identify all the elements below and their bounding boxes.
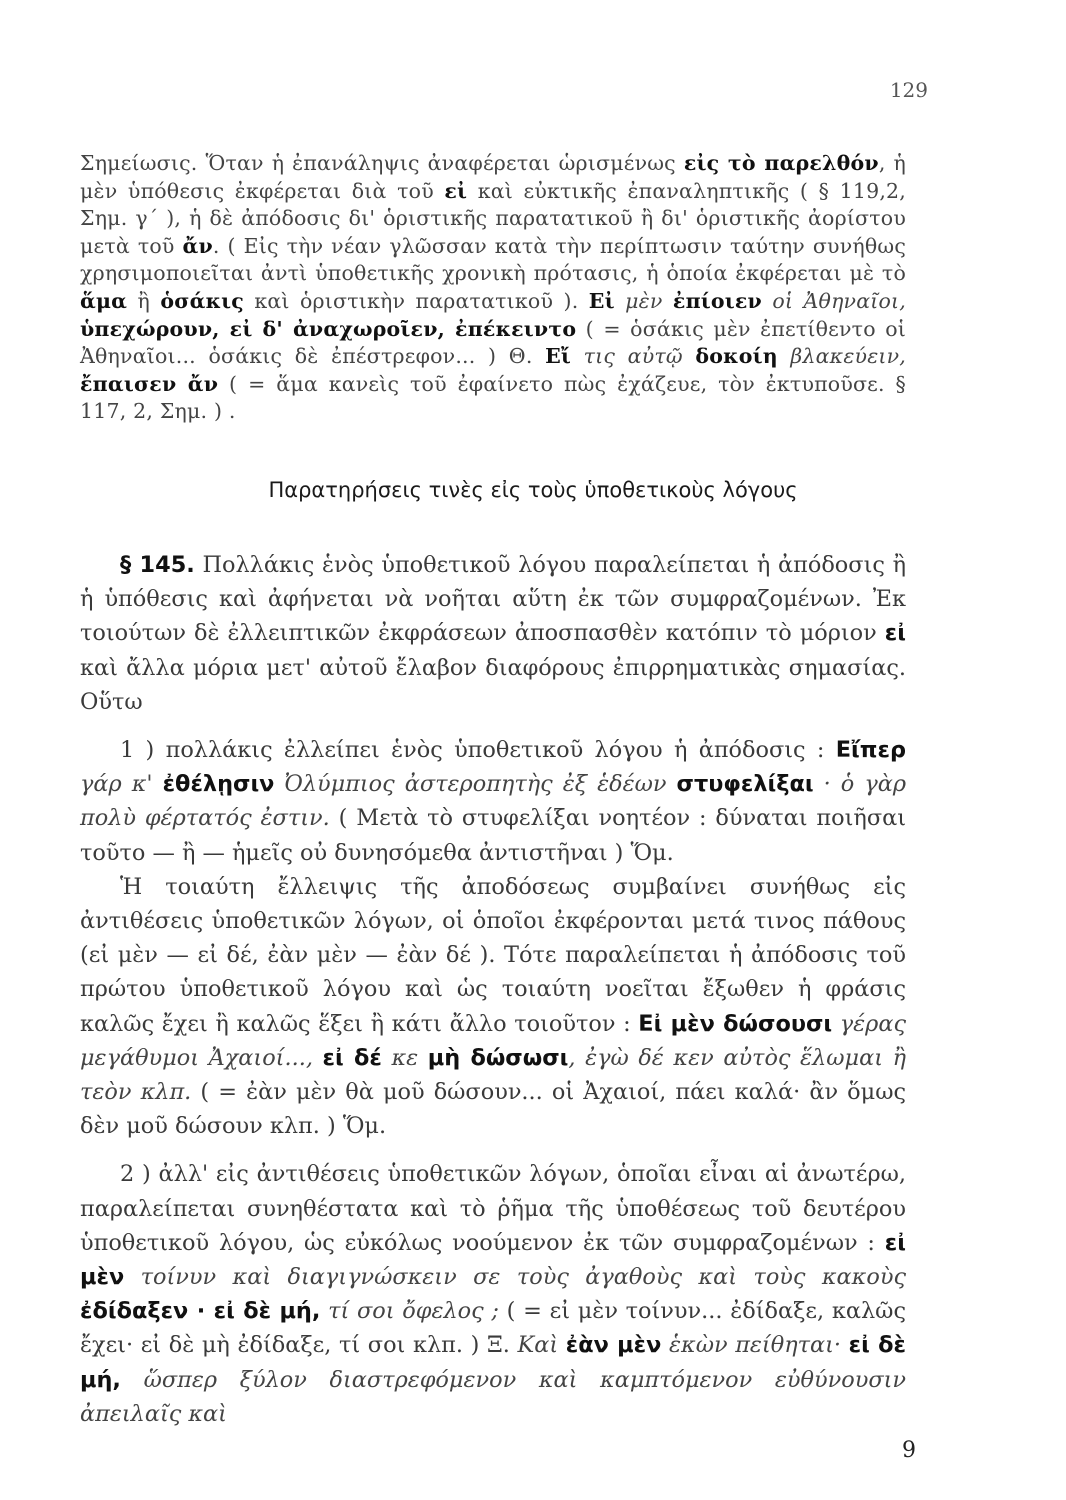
note-label: Σημείωσις. (80, 151, 206, 175)
paragraph-1-continued: Ἡ τοιαύτη ἔλλειψις τῆς ἀποδόσεως συμβαίνει συνήθως εἰς ἀντιθέσεις ὑποθετικῶν λόγων, οἱ ὁποῖοι ἐκφέρονται μετά τινος πάθους (εἰ μὲν — εἰ δέ, ἐὰν μὲν — ἐὰν δέ ). Τότε παραλείπεται ἡ ἀπόδοσις τοῦ πρώτου ὑποθετικοῦ λόγου καὶ ὡς τοιαύτη νοεῖται ἔξωθεν ἡ φράσις καλῶς ἔχει ἢ καλῶς ἕξει ἢ κάτι ἄλλο τοιοῦτον : Εἰ μὲν δώσουσι γέρας μεγάθυμοι Ἀχαιοί..., εἰ δέ κε μὴ δώσωσι, ἐγὼ δέ κεν αὐτὸς ἕλωμαι ἢ τεὸν κλπ. ( = ἐὰν μὲν θὰ μοῦ δώσουν... οἱ Ἀχαιοί, πάει καλά· ἂν ὅμως δὲν μοῦ δώσουν κλπ. ) Ὅμ. (80, 873, 907, 1140)
section-number: § 145. (120, 552, 195, 578)
page-number: 129 (889, 78, 928, 102)
section-heading: Παρατηρήσεις τινὲς εἰς τοὺς ὑποθετικοὺς λόγους (268, 478, 798, 502)
section-intro: § 145. Πολλάκις ἑνὸς ὑποθετικοῦ λόγου παραλείπεται ἡ ἀπόδοσις ἢ ἡ ὑπόθεσις καὶ ἀφήνεται νὰ νοῆται αὕτη ἐκ τῶν συμφραζομένων. Ἐκ τοιούτων δὲ ἐλλειπτικῶν ἐκφράσεων ἀποσπασθὲν κατόπιν τὸ μόριον εἰ καὶ ἄλλα μόρια μετ' αὐτοῦ ἔλαβον διαφόρους ἐπιρρηματικὰς σημασίας. Οὕτω (80, 552, 906, 715)
note-paragraph: Σημείωσις. Ὅταν ἡ ἐπανάληψις ἀναφέρεται ὡρισμένως εἰς τὸ παρελθόν, ἡ μὲν ὑπόθεσις ἐκφέρεται διὰ τοῦ εἰ καὶ εὐκτικῆς ἐπαναληπτικῆς ( § 119,2, Σημ. γ΄ ), ἡ δὲ ἀπόδοσις δι' ὁριστικῆς παρατατικοῦ ἢ δι' ὁριστικῆς ἀορίστου μετὰ τοῦ ἄν. ( Εἰς τὴν νέαν γλῶσσαν κατὰ τὴν περίπτωσιν ταύτην συνήθως χρησιμοποιεῖται ἀντὶ ὑποθετικῆς χρονικὴ πρότασις, ἡ ὁποία ἐκφέρεται μὲ τὸ ἅμα ἢ ὁσάκις καὶ ὁριστικὴν παρατατικοῦ ). Εἰ μὲν ἐπίοιεν οἱ Ἀθηναῖοι, ὑπεχώρουν, εἰ δ' ἀναχωροῖεν, ἐπέκειντο ( = ὁσάκις μὲν ἐπετίθεντο οἱ Ἀθηναῖοι... ὁσάκις δὲ ἐπέστρεφον... ) Θ. Εἴ τις αὐτῷ δοκοίη βλακεύειν, ἔπαισεν ἄν ( = ἅμα κανεὶς τοῦ ἐφαίνετο πὼς ἐχάζευε, τὸν ἐκτυποῦσε. § 117, 2, Σημ. ) . (80, 151, 907, 424)
section-body (80, 548, 906, 1431)
footer-signature-number: 9 (902, 1438, 916, 1463)
paragraph-2: 2 ) ἀλλ' εἰς ἀντιθέσεις ὑποθετικῶν λόγων, ὁποῖαι εἶναι αἱ ἀνωτέρω, παραλείπεται συνηθέστατα καὶ τὸ ῥῆμα τῆς ὑποθέσεως τοῦ δευτέρου ὑποθετικοῦ λόγου, ὡς εὐκόλως νοούμενον ἐκ τῶν συμφραζομένων : εἰ μὲν τοίνυν καὶ διαγιγνώσκειν σε τοὺς ἀγαθοὺς καὶ τοὺς κακοὺς ἐδίδαξεν · εἰ δὲ μή, τί σοι ὄφελος ; ( = εἰ μὲν τοίνυν... ἐδίδαξε, καλῶς ἔχει· εἰ δὲ μὴ ἐδίδαξε, τί σοι κλπ. ) Ξ. Καὶ ἐὰν μὲν ἑκὼν πείθηται· εἰ δὲ μή, ὥσπερ ξύλον διαστρεφόμενον καὶ καμπτόμενον εὐθύνουσιν ἀπειλαῖς καὶ (80, 1161, 906, 1427)
paragraph-1: 1 ) πολλάκις ἐλλείπει ἑνὸς ὑποθετικοῦ λόγου ἡ ἀπόδοσις : Εἴπερ γάρ κ' ἐθέλῃσιν Ὀλύμπιος ἀστεροπητὴς ἐξ ἑδέων στυφελίξαι · ὁ γὰρ πολὺ φέρτατός ἐστιν. ( Μετὰ τὸ στυφελίξαι νοητέον : δύναται ποιῆσαι τοῦτο — ἢ — ἡμεῖς οὐ δυνησόμεθα ἀντιστῆναι ) Ὅμ. (80, 737, 906, 866)
